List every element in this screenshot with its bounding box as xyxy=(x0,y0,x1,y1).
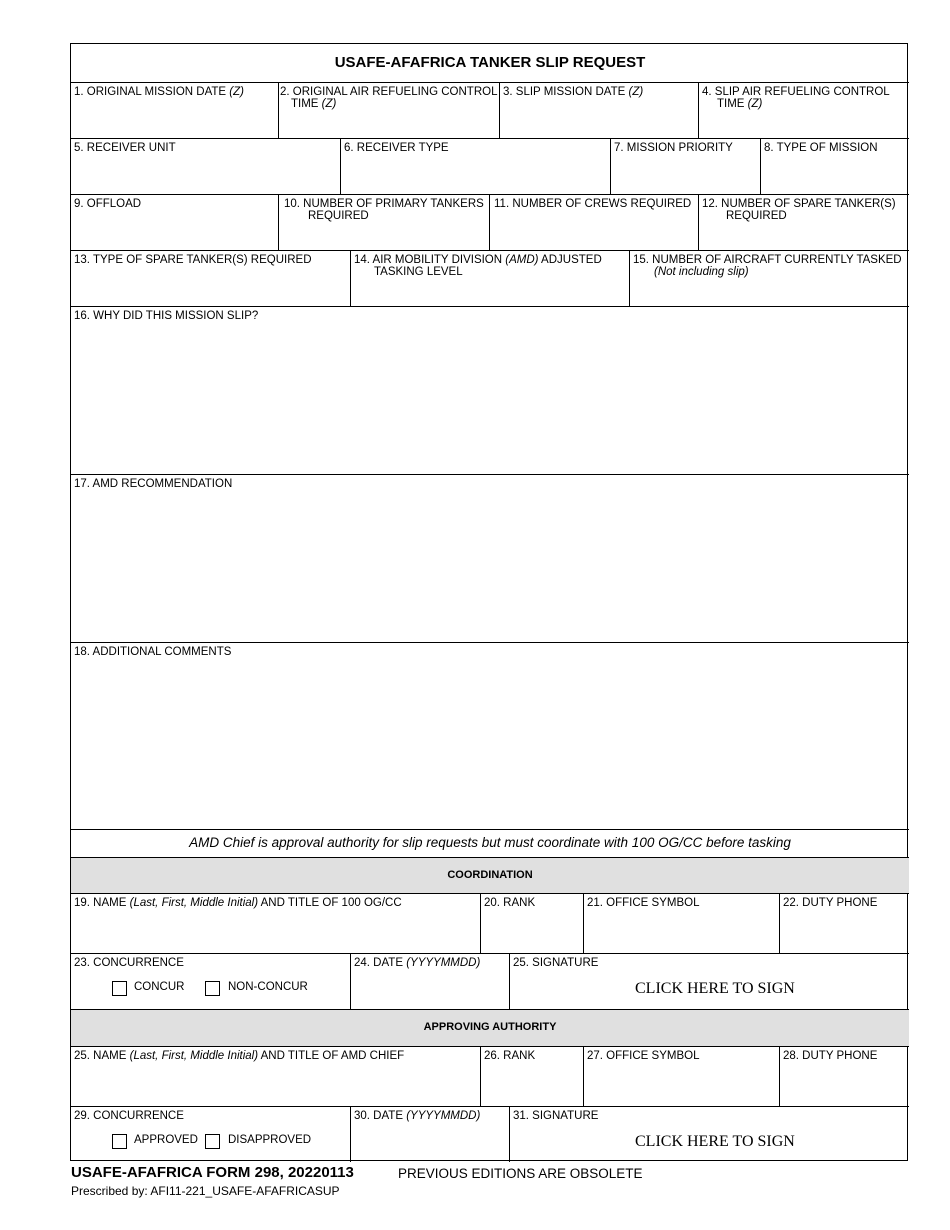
amd-chief-name-input[interactable] xyxy=(73,1088,478,1104)
amd-chief-sign-button[interactable]: CLICK HERE TO SIGN xyxy=(635,1133,795,1150)
amd-chief-duty-phone-input[interactable] xyxy=(782,1088,907,1104)
field-additional-comments xyxy=(71,642,909,829)
field-label: 31. SIGNATURE xyxy=(513,1110,599,1122)
og-cc-sign-button[interactable]: CLICK HERE TO SIGN xyxy=(635,980,795,997)
slip-ar-control-time-input[interactable] xyxy=(701,120,907,136)
type-of-mission-input[interactable] xyxy=(763,176,907,192)
approving-authority-header: APPROVING AUTHORITY xyxy=(71,1009,909,1046)
approved-checkbox[interactable] xyxy=(112,1134,127,1149)
og-cc-duty-phone-input[interactable] xyxy=(782,935,907,951)
og-cc-office-symbol-input[interactable] xyxy=(586,935,777,951)
field-amd-chief-concurrence xyxy=(71,1106,350,1162)
field-amd-chief-rank xyxy=(480,1046,583,1106)
aircraft-currently-tasked-input[interactable] xyxy=(632,288,907,304)
amd-recommendation-textarea[interactable] xyxy=(74,493,906,639)
field-label: 4. SLIP AIR REFUELING CONTROL TIME (Z) xyxy=(702,86,890,110)
field-label: 21. OFFICE SYMBOL xyxy=(587,897,700,909)
field-label: 5. RECEIVER UNIT xyxy=(74,142,176,154)
slip-mission-date-input[interactable] xyxy=(502,120,696,136)
field-type-of-mission xyxy=(760,138,909,194)
og-cc-name-input[interactable] xyxy=(73,935,478,951)
coordination-header: COORDINATION xyxy=(71,857,909,893)
why-mission-slip-textarea[interactable] xyxy=(74,325,906,471)
og-cc-rank-input[interactable] xyxy=(483,935,581,951)
field-why-mission-slip xyxy=(71,306,909,474)
field-label: 23. CONCURRENCE xyxy=(74,957,184,969)
field-label: 3. SLIP MISSION DATE (Z) xyxy=(503,86,644,98)
field-amd-chief-date xyxy=(350,1106,509,1162)
amd-chief-rank-input[interactable] xyxy=(483,1088,581,1104)
receiver-type-input[interactable] xyxy=(343,176,608,192)
field-og-cc-concurrence xyxy=(71,953,350,1009)
tanker-slip-form xyxy=(70,43,908,1161)
concur-checkbox[interactable] xyxy=(112,981,127,996)
field-label: 24. DATE (YYYYMMDD) xyxy=(354,957,481,969)
field-mission-priority xyxy=(610,138,760,194)
original-ar-control-time-input[interactable] xyxy=(281,120,497,136)
field-og-cc-date xyxy=(350,953,509,1009)
field-label: 13. TYPE OF SPARE TANKER(S) REQUIRED xyxy=(74,254,312,266)
field-slip-mission-date xyxy=(499,82,698,138)
field-label: 30. DATE (YYYYMMDD) xyxy=(354,1110,481,1122)
prescribed-by: Prescribed by: AFI11-221_USAFE-AFAFRICASUP xyxy=(71,1184,340,1198)
og-cc-date-input[interactable] xyxy=(353,991,507,1007)
original-mission-date-input[interactable] xyxy=(73,120,276,136)
field-label: 28. DUTY PHONE xyxy=(783,1050,878,1062)
primary-tankers-input[interactable] xyxy=(281,232,487,248)
additional-comments-textarea[interactable] xyxy=(74,661,906,826)
form-identifier: USAFE-AFAFRICA FORM 298, 20220113 xyxy=(71,1164,354,1181)
field-label: 2. ORIGINAL AIR REFUELING CONTROL TIME (Z) xyxy=(280,86,498,110)
approved-label: APPROVED xyxy=(134,1134,198,1146)
field-og-cc-name xyxy=(71,893,480,953)
spare-tanker-type-input[interactable] xyxy=(73,288,348,304)
mission-priority-input[interactable] xyxy=(613,176,758,192)
field-label: 14. AIR MOBILITY DIVISION (AMD) ADJUSTED TASKING LEVEL xyxy=(354,254,602,278)
field-label: 16. WHY DID THIS MISSION SLIP? xyxy=(74,310,259,322)
field-offload xyxy=(71,194,278,250)
field-label: 6. RECEIVER TYPE xyxy=(344,142,449,154)
field-amd-chief-duty-phone xyxy=(779,1046,909,1106)
field-spare-tankers xyxy=(698,194,909,250)
field-amd-tasking-level xyxy=(350,250,629,306)
field-label: 25. NAME (Last, First, Middle Initial) AND TITLE OF AMD CHIEF xyxy=(74,1050,405,1062)
amd-tasking-level-input[interactable] xyxy=(353,288,627,304)
field-label: 10. NUMBER OF PRIMARY TANKERS REQUIRED xyxy=(284,198,484,222)
approval-note: AMD Chief is approval authority for slip requests but must coordinate with 100 OG/CC before tasking xyxy=(71,829,909,857)
field-og-cc-duty-phone xyxy=(779,893,909,953)
field-label: 20. RANK xyxy=(484,897,536,909)
field-amd-recommendation xyxy=(71,474,909,642)
field-og-cc-office-symbol xyxy=(583,893,779,953)
field-amd-chief-signature xyxy=(509,1106,909,1162)
field-label: 27. OFFICE SYMBOL xyxy=(587,1050,700,1062)
field-label: 17. AMD RECOMMENDATION xyxy=(74,478,233,490)
field-label: 1. ORIGINAL MISSION DATE (Z) xyxy=(74,86,244,98)
offload-input[interactable] xyxy=(73,232,276,248)
non-concur-checkbox[interactable] xyxy=(205,981,220,996)
field-primary-tankers xyxy=(278,194,489,250)
field-original-ar-control-time xyxy=(278,82,499,138)
non-concur-label: NON-CONCUR xyxy=(228,981,308,993)
field-slip-ar-control-time xyxy=(698,82,909,138)
field-og-cc-signature xyxy=(509,953,909,1009)
amd-chief-office-symbol-input[interactable] xyxy=(586,1088,777,1104)
field-label: 25. SIGNATURE xyxy=(513,957,599,969)
field-label: 18. ADDITIONAL COMMENTS xyxy=(74,646,232,658)
field-spare-tanker-type xyxy=(71,250,350,306)
field-crews-required xyxy=(489,194,698,250)
concur-label: CONCUR xyxy=(134,981,185,993)
field-label: 8. TYPE OF MISSION xyxy=(764,142,878,154)
field-aircraft-currently-tasked xyxy=(629,250,909,306)
field-label: 19. NAME (Last, First, Middle Initial) AND TITLE OF 100 OG/CC xyxy=(74,897,402,909)
field-label: 9. OFFLOAD xyxy=(74,198,142,210)
obsolete-notice: PREVIOUS EDITIONS ARE OBSOLETE xyxy=(398,1166,643,1181)
field-label: 7. MISSION PRIORITY xyxy=(614,142,733,154)
spare-tankers-input[interactable] xyxy=(701,232,907,248)
field-label: 11. NUMBER OF CREWS REQUIRED xyxy=(494,198,692,210)
field-receiver-unit xyxy=(71,138,340,194)
field-label: 26. RANK xyxy=(484,1050,536,1062)
disapproved-checkbox[interactable] xyxy=(205,1134,220,1149)
field-receiver-type xyxy=(340,138,610,194)
field-label: 12. NUMBER OF SPARE TANKER(S) REQUIRED xyxy=(702,198,896,222)
field-amd-chief-name xyxy=(71,1046,480,1106)
receiver-unit-input[interactable] xyxy=(73,176,338,192)
crews-required-input[interactable] xyxy=(492,232,696,248)
field-amd-chief-office-symbol xyxy=(583,1046,779,1106)
form-title: USAFE-AFAFRICA TANKER SLIP REQUEST xyxy=(334,54,646,71)
amd-chief-date-input[interactable] xyxy=(353,1144,507,1160)
disapproved-label: DISAPPROVED xyxy=(228,1134,312,1146)
field-original-mission-date xyxy=(71,82,278,138)
field-label: 15. NUMBER OF AIRCRAFT CURRENTLY TASKED (Not including slip) xyxy=(633,254,902,278)
field-label: 29. CONCURRENCE xyxy=(74,1110,184,1122)
field-label: 22. DUTY PHONE xyxy=(783,897,878,909)
field-og-cc-rank xyxy=(480,893,583,953)
